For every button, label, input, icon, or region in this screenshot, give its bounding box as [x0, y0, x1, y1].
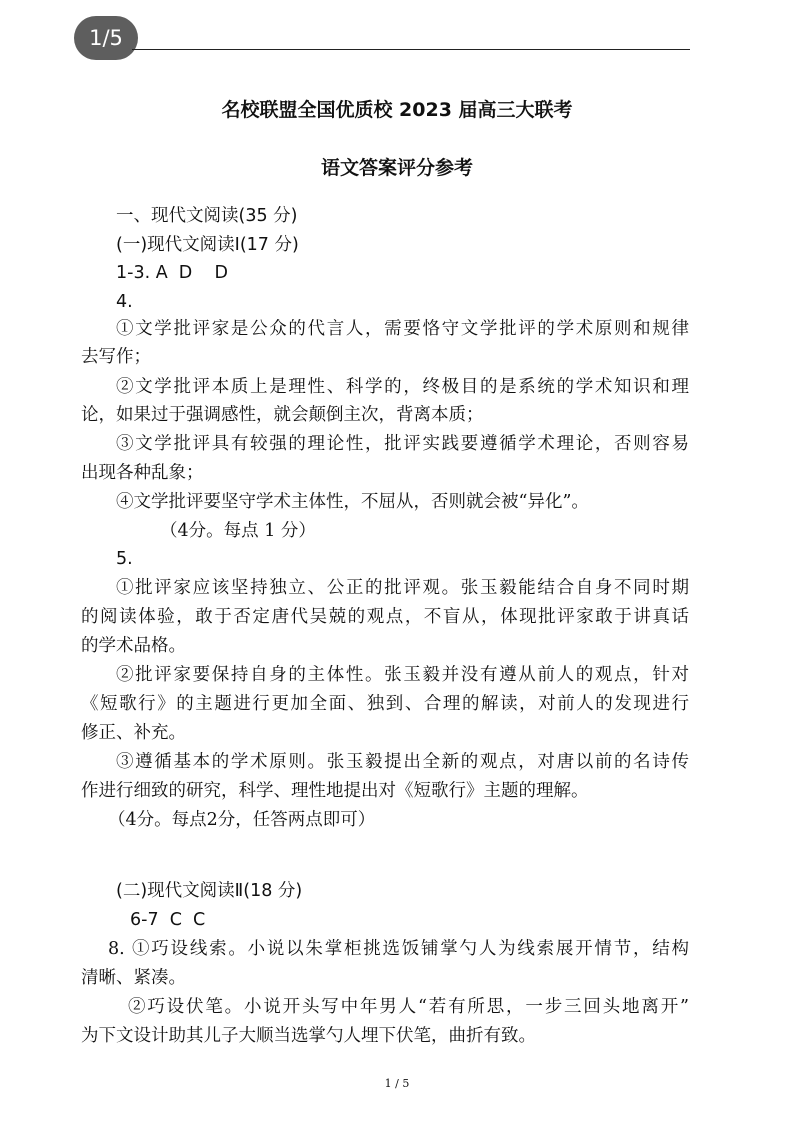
- subsection-heading: (二)现代文阅读Ⅱ(18 分): [116, 881, 303, 901]
- page-indicator-badge: 1/5: [74, 16, 138, 60]
- answer-line: ②批评家要保持自身的主体性。张玉毅并没有遵从前人的观点，针对: [116, 665, 689, 685]
- page-footer-number: 1 / 5: [384, 1077, 410, 1090]
- score-note: （4分。每点 1 分）: [160, 521, 316, 541]
- question-number: 5.: [116, 549, 133, 569]
- answer-line: ②巧设伏笔。小说开头写中年男人“若有所思，一步三回头地离开”: [128, 997, 689, 1017]
- answer-line: ①文学批评家是公众的代言人，需要恪守文学批评的学术原则和规律: [116, 319, 689, 339]
- answer-line: 出现各种乱象；: [81, 463, 204, 483]
- answer-line: 8. ①巧设线索。小说以朱掌柜挑选饭铺掌勺人为线索展开情节，结构: [108, 939, 689, 959]
- answer-line: 的阅读体验，敢于否定唐代吴兢的观点，不盲从，体现批评家敢于讲真话: [81, 607, 689, 627]
- answer-line: ③文学批评具有较强的理论性，批评实践要遵循学术理论，否则容易: [116, 434, 689, 454]
- answer-line: ③遵循基本的学术原则。张玉毅提出全新的观点，对唐以前的名诗传: [116, 752, 689, 772]
- answer-line: 作进行细致的研究，科学、理性地提出对《短歌行》主题的理解。: [81, 781, 589, 801]
- section-heading: 一、现代文阅读(35 分): [116, 206, 298, 226]
- answer-1-3: 1-3. A D D: [116, 263, 229, 283]
- answer-line: ①批评家应该坚持独立、公正的批评观。张玉毅能结合自身不同时期: [116, 578, 689, 598]
- question-number: 4.: [116, 292, 133, 312]
- answer-6-7: 6-7 C C: [130, 910, 206, 930]
- subsection-heading: (一)现代文阅读Ⅰ(17 分): [116, 235, 299, 255]
- answer-line: 论，如果过于强调感性，就会颠倒主次，背离本质；: [81, 405, 484, 425]
- answer-line: 修正、补充。: [81, 723, 186, 743]
- answer-line: 为下文设计助其儿子大顺当选掌勺人埋下伏笔，曲折有致。: [81, 1026, 536, 1046]
- answer-line: ④文学批评要坚守学术主体性，不屈从，否则就会被“异化”。: [116, 492, 589, 512]
- header-rule: [132, 49, 690, 50]
- answer-line: 《短歌行》的主题进行更加全面、独到、合理的解读，对前人的发现进行: [81, 694, 689, 714]
- answer-line: 去写作；: [81, 347, 151, 367]
- document-title: 名校联盟全国优质校 2023 届高三大联考: [221, 99, 573, 121]
- answer-line: 清晰、紧凑。: [81, 968, 186, 988]
- answer-line: 的学术品格。: [81, 636, 186, 656]
- document-subtitle: 语文答案评分参考: [320, 157, 473, 179]
- answer-line: ②文学批评本质上是理性、科学的，终极目的是系统的学术知识和理: [116, 377, 689, 397]
- score-note: （4分。每点2分，任答两点即可）: [108, 810, 376, 830]
